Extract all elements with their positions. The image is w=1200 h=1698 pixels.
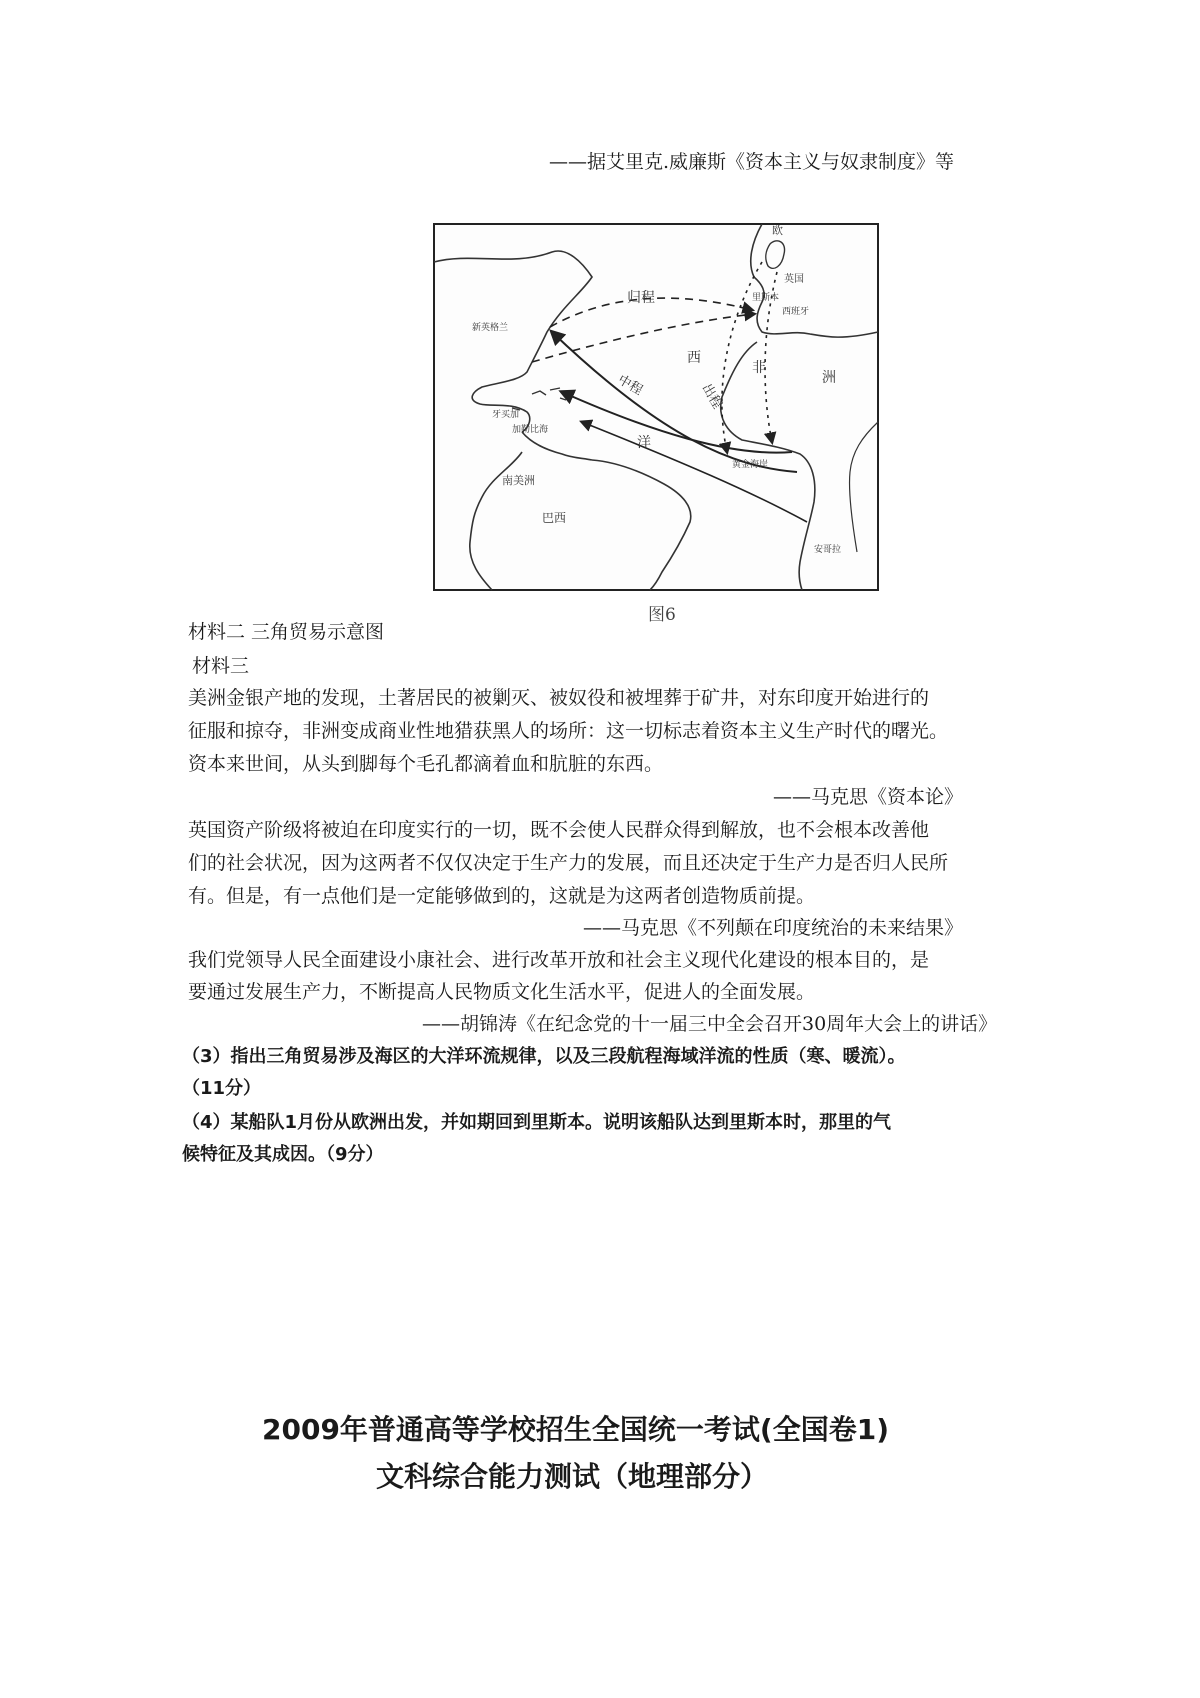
m3-source3: ——胡锦涛《在纪念党的十一届三中全会召开30周年大会上的讲话》 (422, 1013, 998, 1035)
m3-source2: ——马克思《不列颠在印度统治的未来结果》 (583, 917, 964, 939)
m3-para2-line3: 有。但是，有一点他们是一定能够做到的，这就是为这两者创造物质前提。 (188, 885, 816, 907)
material2-label: 材料二 三角贸易示意图 (188, 621, 385, 643)
label-spain: 西班牙 (782, 307, 810, 317)
m3-para1-line2: 征服和掠夺，非洲变成商业性地猎获黑人的场所：这一切标志着资本主义生产时代的曙光。 (188, 720, 949, 742)
question-4-line2: 候特征及其成因。（9分） (182, 1144, 384, 1165)
map-frame (434, 224, 878, 590)
m3-para1-line1: 美洲金银产地的发现，土著居民的被剿灭、被奴役和被埋葬于矿井，对东印度开始进行的 (188, 687, 930, 709)
label-britain: 英国 (784, 274, 804, 285)
figure-caption: 图6 (648, 605, 676, 625)
label-gold-coast: 黄金海岸 (732, 460, 769, 470)
source-line: ——据艾里克.威廉斯《资本主义与奴隶制度》等 (549, 151, 955, 173)
label-brazil: 巴西 (542, 511, 567, 525)
m3-para3-line1: 我们党领导人民全面建设小康社会、进行改革开放和社会主义现代化建设的根本目的，是 (188, 949, 930, 971)
label-angola: 安哥拉 (814, 545, 842, 555)
label-atlantic-xi: 西 (687, 350, 701, 366)
m3-para3-line2: 要通过发展生产力，不断提高人民物质文化生活水平，促进人的全面发展。 (188, 981, 816, 1003)
question-3-line1: （3）指出三角贸易涉及海区的大洋环流规律，以及三段航程海域洋流的性质（寒、暖流）。 (182, 1046, 906, 1067)
label-europe: 欧 (772, 224, 783, 237)
label-homebound: 归程 (627, 290, 655, 306)
label-middle-passage: 中程 (615, 372, 646, 399)
label-caribbean: 加勒比海 (512, 425, 549, 435)
label-lisbon: 里斯本 (752, 293, 780, 303)
question-4-line1: （4）某船队1月份从欧洲出发，并如期回到里斯本。说明该船队达到里斯本时，那里的气 (182, 1112, 892, 1133)
label-jamaica: 牙买加 (492, 410, 520, 420)
m3-source1: ——马克思《资本论》 (773, 786, 964, 808)
label-atlantic-yang: 洋 (637, 435, 651, 451)
label-africa-fei: 非 (752, 360, 766, 376)
triangular-trade-map (432, 222, 880, 592)
label-outbound: 出程 (698, 381, 725, 412)
m3-para2-line2: 们的社会状况，因为这两者不仅仅决定于生产力的发展，而且还决定于生产力是否归人民所 (188, 852, 949, 874)
exam-subtitle: 文科综合能力测试（地理部分） (376, 1460, 769, 1493)
label-south-america: 南美洲 (502, 474, 535, 487)
m3-para2-line1: 英国资产阶级将被迫在印度实行的一切，既不会使人民群众得到解放，也不会根本改善他 (188, 819, 930, 841)
label-africa-zhou: 洲 (822, 370, 836, 386)
material3-label: 材料三 (192, 655, 250, 677)
m3-para1-line3: 资本来世间，从头到脚每个毛孔都滴着血和肮脏的东西。 (188, 753, 664, 775)
exam-title: 2009年普通高等学校招生全国统一考试(全国卷1) (262, 1413, 890, 1446)
question-3-line2: （11分） (182, 1078, 262, 1099)
label-new-england: 新英格兰 (472, 323, 509, 333)
